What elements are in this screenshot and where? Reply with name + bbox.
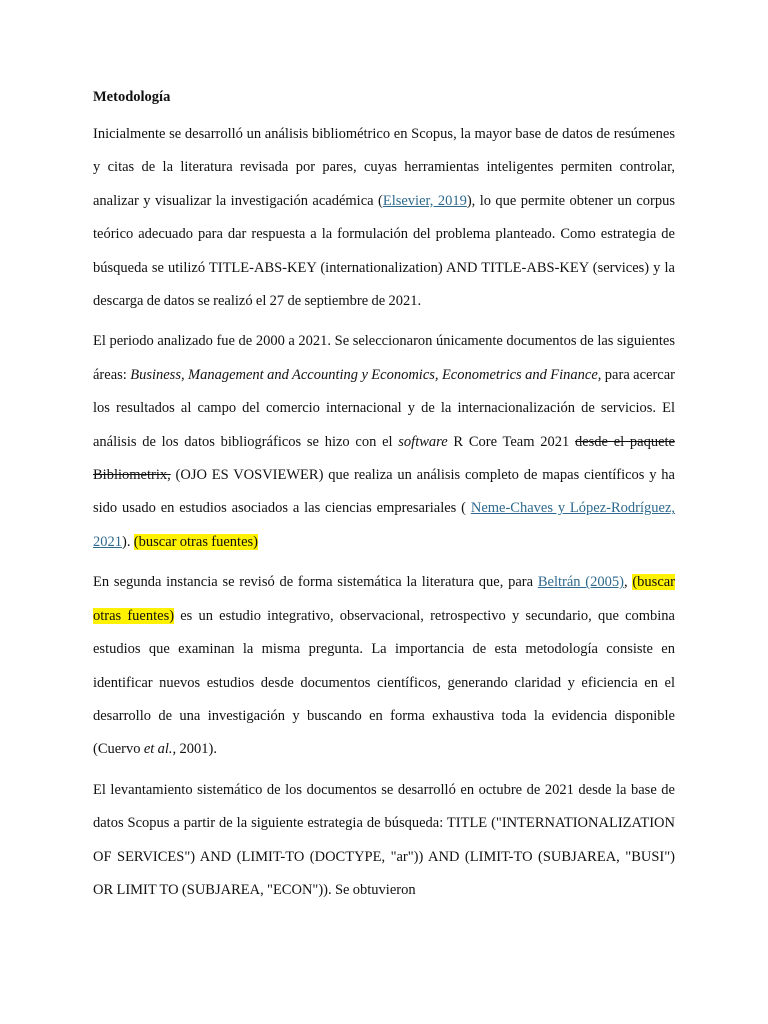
section-heading: Metodología	[93, 89, 171, 105]
p2-areas: Business, Management and Accounting y Economics, Econometrics and Finance,	[130, 366, 602, 383]
paragraph-2	[93, 325, 675, 559]
highlight-note: (buscar otras fuentes)	[93, 574, 676, 624]
p1-text-a: Inicialmente se desarrolló un análisis bibliométrico en Scopus, la mayor base de datos de resúmenes y citas de la literatura revisada por pares, cuyas herramientas inteligentes permiten controlar, analizar y visualizar la investigación académica (	[93, 126, 675, 209]
citation-link-neme-chaves[interactable]: Neme-Chaves y López-Rodríguez, 2021	[93, 500, 676, 550]
p3-etal: et al.,	[143, 741, 177, 758]
p2-text-c: R Core Team 2021	[447, 433, 575, 450]
citation-link-beltran[interactable]: Beltrán (2005)	[537, 574, 624, 591]
p2-text-a: El periodo analizado fue de 2000 a 2021. Se seleccionaron únicamente documentos de las siguientes áreas:	[93, 333, 675, 383]
paragraph-1	[93, 118, 675, 318]
p2-text-b: para acercar los resultados al campo del comercio internacional y de la internacionalización de servicios. El análisis de los datos bibliográficos se hizo con el	[93, 366, 675, 450]
p2-text-e: ).	[122, 533, 134, 550]
p2-software: software	[398, 433, 448, 450]
paragraph-3	[93, 566, 675, 766]
p3-text-a: En segunda instancia se revisó de forma sistemática la literatura que, para	[93, 574, 538, 591]
p3-text-b: ,	[623, 574, 633, 591]
paragraph-4: El levantamiento sistemático de los documentos se desarrolló en octubre de 2021 desde la base de datos Scopus a partir de la siguiente estrategia de búsqueda: TITLE ("INTERNATIONALIZATION OF SERVICES") AND (LIMIT-TO (DOCTYPE, "ar")) AND (LIMIT-TO (SUBJAREA, "BUSI") OR LIMIT TO (SUBJAREA, "ECON")). Se obtuvieron	[93, 781, 675, 898]
p1-text-b: ), lo que permite obtener un corpus teórico adecuado para dar respuesta a la formulación del problema planteado. Como estrategia de búsqueda se utilizó TITLE-ABS-KEY (internationalization) AND TITLE-ABS-KEY (services) y la descarga de datos se realizó el 27 de septiembre de 2021.	[93, 192, 675, 310]
p3-text-d: 2001).	[176, 741, 217, 758]
p3-text-c: es un estudio integrativo, observacional, retrospectivo y secundario, que combina estudios que examinan la misma pregunta. La importancia de esta metodología consiste en identificar nuevos estudios desde documentos científicos, generando claridad y eficiencia en el desarrollo de una investigación y buscando en forma exhaustiva toda la evidencia disponible (Cuervo	[93, 607, 675, 758]
highlight-note: (buscar otras fuentes)	[133, 533, 258, 550]
p2-strikethrough: desde el paquete Bibliometrix,	[93, 433, 675, 484]
citation-link-elsevier[interactable]: Elsevier, 2019	[382, 192, 467, 209]
p2-text-d: (OJO ES VOSVIEWER) que realiza un análisis completo de mapas científicos y ha sido usado en estudios asociados a las ciencias empresariales (	[93, 467, 675, 517]
